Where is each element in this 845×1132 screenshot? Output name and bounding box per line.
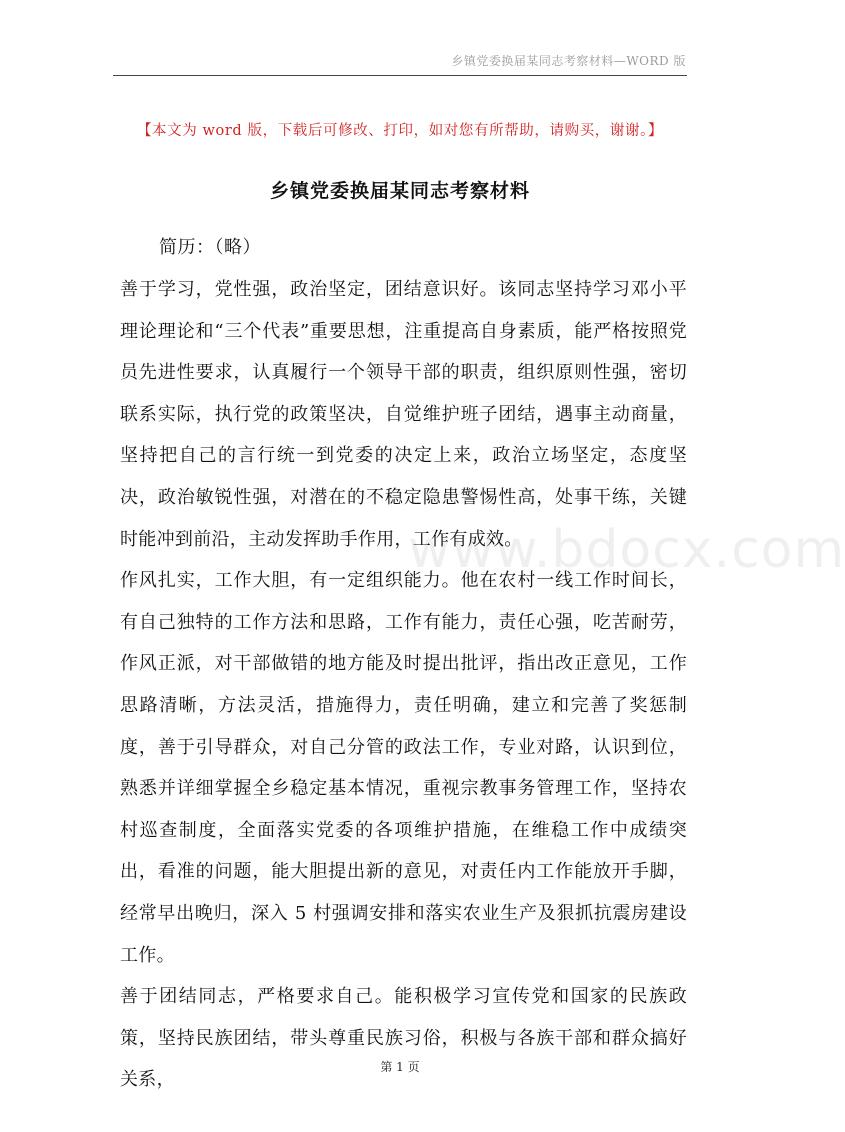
running-header: 乡镇党委换届某同志考察材料—WORD 版 [451, 54, 686, 68]
watermark: www.bdocx.com [408, 520, 845, 580]
paragraph-1: 善于学习，党性强，政治坚定，团结意识好。该同志坚持学习邓小平理论理论和“三个代表”重要思想，注重提高自身素质，能严格按照党员先进性要求，认真履行一个领导干部的职责，组织原则性强，密切联系实际，执行党的政策坚决，自觉维护班子团结，遇事主动商量，坚持把自己的言行统一到党委的决定上来，政治立场坚定，态度坚决，政治敏锐性强，对潜在的不稳定隐患警惕性高，处事干练，关键时能冲到前沿，主动发挥助手作用，工作有成效。 [120, 279, 687, 550]
document-title: 乡镇党委换届某同志考察材料 [269, 180, 530, 202]
document-body [120, 229, 687, 1101]
paragraph-2: 作风扎实，工作大胆，有一定组织能力。他在农村一线工作时间长，有自己独特的工作方法和思路，工作有能力，责任心强，吃苦耐劳，作风正派，对干部做错的地方能及时提出批评，指出改正意见，工作思路清晰，方法灵活，措施得力，责任明确，建立和完善了奖惩制度，善于引导群众，对自己分管的政法工作，专业对路，认识到位，熟悉并详细掌握全乡稳定基本情况，重视宗教事务管理工作，坚持农村巡查制度，全面落实党委的各项维护措施，在维稳工作中成绩突出，看准的问题，能大胆提出新的意见，对责任内工作能放开手脚，经常早出晚归，深入 5 村强调安排和落实农业生产及狠抓抗震房建设工作。 [120, 570, 687, 966]
header-divider [113, 75, 687, 76]
paragraph-3: 善于团结同志，严格要求自己。能积极学习宣传党和国家的民族政策，坚持民族团结，带头尊重民族习俗，积极与各族干部和群众搞好关系， [120, 986, 687, 1091]
download-notice: 【本文为 word 版，下载后可修改、打印，如对您有所帮助，请购买，谢谢。】 [136, 123, 664, 139]
page-number: 第 1 页 [380, 1060, 420, 1074]
resume-line: 简历：（略） [159, 237, 261, 258]
